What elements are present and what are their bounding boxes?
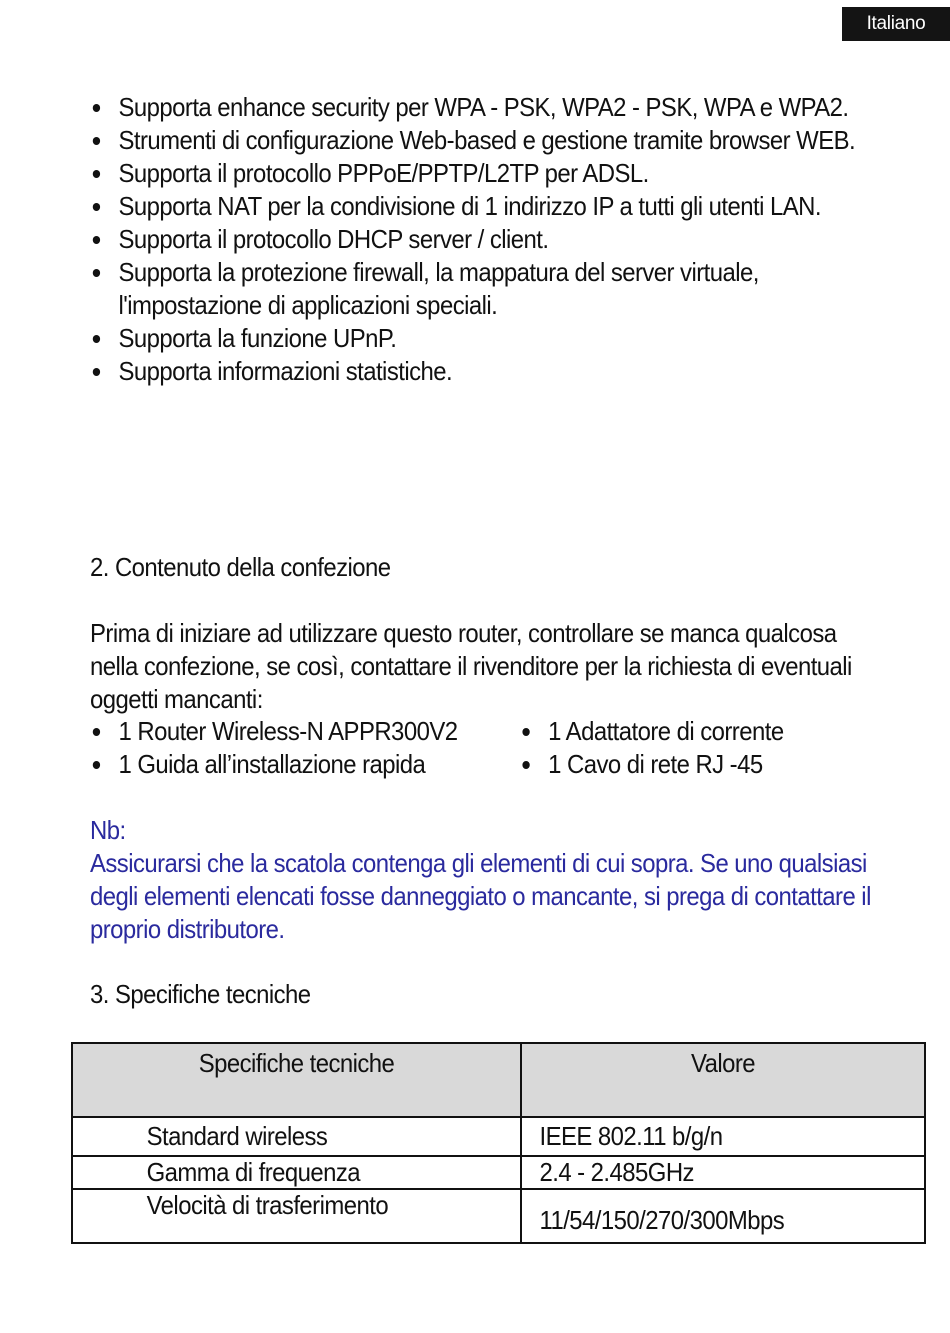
bullet-icon xyxy=(522,728,529,736)
list-item: Supporta enhance security per WPA - PSK, WPA2 - PSK, WPA e WPA2. xyxy=(90,91,881,124)
feature-list xyxy=(90,91,881,388)
list-item: 1 Cavo di rete RJ -45 xyxy=(520,748,784,781)
list-item: 1 Router Wireless-N APPR300V2 xyxy=(90,715,457,748)
table-header-cell: Specifiche tecniche xyxy=(72,1043,521,1117)
spec-table xyxy=(71,1042,926,1244)
table-cell: Standard wireless xyxy=(72,1117,521,1156)
bullet-icon xyxy=(93,269,100,277)
list-item: 1 Adattatore di corrente xyxy=(520,715,784,748)
package-list-right xyxy=(520,715,784,781)
package-items xyxy=(90,715,900,785)
section-heading-contents: 2. Contenuto della confezione xyxy=(90,552,391,582)
list-item: Supporta il protocollo DHCP server / client. xyxy=(90,223,881,256)
bullet-icon xyxy=(93,335,100,343)
bullet-icon xyxy=(522,761,529,769)
bullet-icon xyxy=(93,761,100,769)
list-item: Supporta la protezione firewall, la mappatura del server virtuale, l'impostazione di applicazioni speciali. xyxy=(90,256,881,322)
bullet-icon xyxy=(93,728,100,736)
bullet-icon xyxy=(93,104,100,112)
list-item: Supporta la funzione UPnP. xyxy=(90,322,881,355)
table-cell: Velocità di trasferimento xyxy=(72,1189,521,1243)
table-header-cell: Valore xyxy=(521,1043,925,1117)
note-box xyxy=(90,814,881,946)
package-list-left xyxy=(90,715,457,781)
table-cell: Gamma di frequenza xyxy=(72,1156,521,1189)
list-item: 1 Guida all’installazione rapida xyxy=(90,748,457,781)
language-tag: Italiano xyxy=(842,7,950,41)
table-row xyxy=(72,1156,925,1189)
list-item: Supporta informazioni statistiche. xyxy=(90,355,881,388)
table-cell: 2.4 - 2.485GHz xyxy=(521,1156,925,1189)
bullet-icon xyxy=(93,170,100,178)
bullet-icon xyxy=(93,368,100,376)
note-text: Assicurarsi che la scatola contenga gli elementi di cui sopra. Se uno qualsiasi degli elementi elencati fosse danneggiato o mancante, si prega di contattare il proprio distributore. xyxy=(90,848,871,944)
table-cell: IEEE 802.11 b/g/n xyxy=(521,1117,925,1156)
table-row xyxy=(72,1117,925,1156)
bullet-icon xyxy=(93,236,100,244)
table-row xyxy=(72,1189,925,1243)
list-item: Supporta NAT per la condivisione di 1 indirizzo IP a tutti gli utenti LAN. xyxy=(90,190,881,223)
section-heading-specs: 3. Specifiche tecniche xyxy=(90,979,311,1009)
table-cell: 11/54/150/270/300Mbps xyxy=(521,1189,925,1243)
bullet-icon xyxy=(93,203,100,211)
package-intro: Prima di iniziare ad utilizzare questo router, controllare se manca qualcosa nella confezione, se così, contattare il rivenditore per la richiesta di eventuali oggetti mancanti: xyxy=(90,618,852,714)
list-item: Strumenti di configurazione Web-based e gestione tramite browser WEB. xyxy=(90,124,881,157)
note-label: Nb: xyxy=(90,815,126,845)
list-item: Supporta il protocollo PPPoE/PPTP/L2TP per ADSL. xyxy=(90,157,881,190)
bullet-icon xyxy=(93,137,100,145)
table-header-row xyxy=(72,1043,925,1117)
